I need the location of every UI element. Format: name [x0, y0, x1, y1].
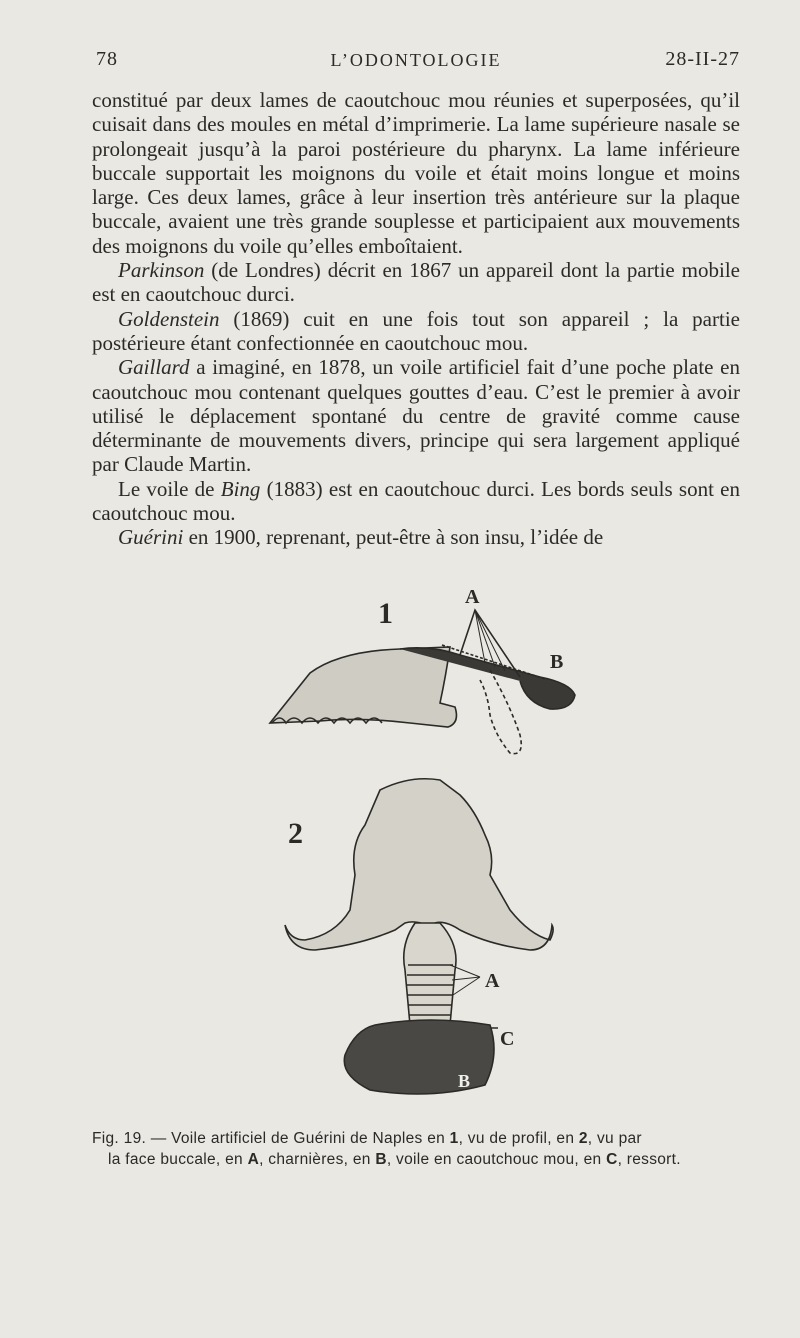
paragraph-text: a imaginé, en 1878, un voile artificiel fait d’une poche plate en caoutchouc mou contenant quelques gouttes d’eau. C’est le premier à avoir utilisé le déplacement spontané du centre de gravité comme cause déterminante de mouvements divers, principe qui sera largement appliqué par Claude Martin.	[92, 355, 740, 477]
figure-19	[250, 585, 590, 1105]
figure-caption	[92, 1128, 760, 1170]
author-name: Guérini	[118, 525, 184, 550]
paragraph-text: (1869) cuit en une fois tout son appareil ; la partie postérieure étant confectionnée en caoutchouc mou.	[92, 306, 740, 355]
caption-text: la face buccale, en	[108, 1151, 248, 1168]
paragraph	[92, 88, 740, 258]
running-header	[92, 48, 740, 78]
figure-label-b2: B	[458, 1071, 471, 1091]
paragraph-text: (de Londres) décrit en 1867 un appareil dont la partie mobile est en caoutchouc durci.	[92, 258, 740, 307]
paragraph	[92, 477, 740, 526]
figure-label-b1: B	[550, 651, 564, 673]
author-name: Gaillard	[118, 355, 190, 380]
caption-line-2	[92, 1149, 760, 1170]
caption-text: , vu de profil, en	[458, 1130, 579, 1147]
figure-label-a1: A	[465, 586, 480, 608]
body-text	[92, 88, 740, 550]
caption-text: , ressort.	[617, 1151, 681, 1168]
paragraph	[92, 355, 740, 476]
page-number: 78	[96, 48, 118, 70]
figure-number-2: 2	[288, 817, 303, 850]
paragraph	[92, 258, 740, 307]
author-name: Parkinson	[118, 258, 205, 283]
caption-ref-b: B	[375, 1151, 387, 1168]
paragraph-text: constitué par deux lames de caoutchouc mou réunies et superposées, qu’il cuisait dans des moules en métal d’imprimerie. La lame supérieure nasale se prolongeait jusqu’à la paroi postérieure du pharynx. La lame inférieure buccale supportait les moignons du voile et était moins longue et moins large. Ces deux lames, grâce à leur insertion très antérieure sur la plaque buccale, avaient une très grande souplesse et participaient aux mouvements des moignons du voile qu’elles emboîtaient.	[92, 88, 740, 258]
caption-text: , charnières, en	[259, 1151, 376, 1168]
figure-number-1: 1	[378, 597, 393, 630]
figure-label-a2: A	[485, 970, 500, 992]
caption-text: , vu par	[587, 1130, 642, 1147]
caption-ref-2: 2	[578, 1130, 588, 1147]
caption-text: , voile en caoutchouc mou, en	[386, 1151, 607, 1168]
paragraph-text: (1883) est en caoutchouc durci. Les bords seuls sont en caoutchouc mou.	[92, 476, 740, 526]
caption-ref-a: A	[247, 1151, 260, 1168]
caption-line-1	[92, 1128, 760, 1149]
figure-illustration	[250, 585, 590, 1105]
paragraph	[92, 307, 740, 356]
author-name: Bing	[220, 476, 261, 501]
caption-ref-1: 1	[449, 1130, 459, 1147]
paragraph	[92, 525, 740, 549]
paragraph-text: en 1900, reprenant, peut-être à son insu, l’idée de	[183, 525, 604, 550]
profile-view-drawing	[270, 610, 575, 754]
paragraph-text: Le voile de	[118, 476, 221, 501]
author-name: Goldenstein	[118, 306, 220, 331]
running-title: L’ODONTOLOGIE	[330, 50, 502, 70]
caption-fig-label: Fig. 19.	[92, 1130, 147, 1147]
caption-ref-c: C	[606, 1151, 618, 1168]
issue-date: 28-II-27	[665, 48, 740, 70]
figure-label-c2: C	[500, 1028, 515, 1050]
caption-text: — Voile artificiel de Guérini de Naples en	[146, 1130, 450, 1147]
